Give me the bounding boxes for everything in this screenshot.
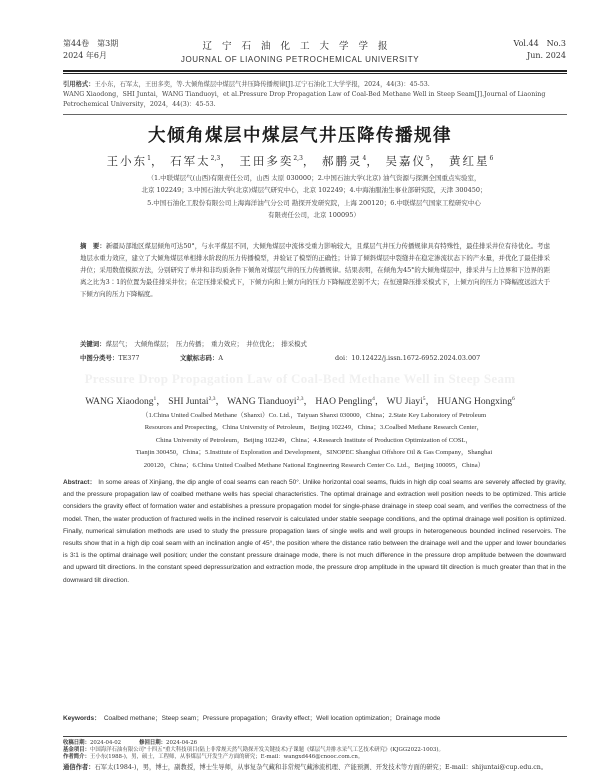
- keyword: Coalbed methane: [103, 715, 156, 722]
- issue-date: 2024 年6月: [63, 51, 107, 60]
- affiliation-line: 5.中国石油化工股份有限公司上海海洋油气分公司 勘探开发研究院，上海 200120；6.中联煤层气国家工程研究中心: [147, 198, 481, 207]
- author-cn: 吴嘉仪$^5$: [385, 154, 430, 168]
- received-label: 收稿日期：: [63, 740, 90, 746]
- doi-label: doi：: [335, 354, 352, 362]
- keyword: 排采模式: [281, 340, 307, 348]
- header-rule: [63, 70, 567, 72]
- author-bio-row: 作者简介：王小东(1988-)，男，硕士，工程师，从事煤层气开发生产方面的研究；E-mail：wangxd446@cnooc.com.cn。: [63, 754, 364, 760]
- author-en: WU Jiayi$^5$: [386, 395, 426, 407]
- citation-label: 引用格式：: [63, 81, 95, 88]
- author-cn: 黄红星$^6$: [449, 154, 494, 168]
- affiliation-line: 有限责任公司，北京 100095）: [268, 210, 360, 219]
- abstract-label-cn: 摘 要：: [80, 242, 106, 250]
- corresponding-note: 通信作者：石军太(1984-)，男，博士，副教授，博士生导师，从事复杂气藏和非常规气藏渗流机理、产能预测、开发技术等方面的研究；E-mail：shijuntai@cup.edu.cn。: [63, 764, 548, 771]
- affiliation-line: 200120，China；6.China United Coalbed Methane National Engineering Research Center Co. Ltd.，Beijing 100095，China）: [143, 461, 485, 469]
- abstract-cn: [80, 240, 550, 300]
- author-cn: 王小东$^1$: [106, 154, 151, 168]
- author-cn: 郝鹏灵$^4$: [322, 154, 367, 168]
- keywords-cn: 关键词：煤层气； 大倾角煤层； 压力传播； 重力效应； 井位优化； 排采模式: [80, 340, 307, 348]
- keyword: Steep seam: [161, 715, 197, 722]
- classification-row: [80, 352, 550, 364]
- authors-cn: 王小东$^1$， 石军太$^{2,3}$， 王田多奕$^{2,3}$， 郝鹏灵$^4$， 吴嘉仪$^5$， 黄红星$^6$: [106, 154, 494, 168]
- keyword: Well location optimization: [316, 715, 390, 722]
- citation-cn: 王小东，石军太，王田多奕，等.大倾角煤层中煤层气井压降传播规律[J].辽宁石油化工大学学报，2024，44(3)：45-53.: [94, 81, 430, 88]
- footnotes: [63, 740, 566, 761]
- fund-label: 基金项目：: [63, 747, 90, 753]
- doc-code-label: 文献标志码：: [180, 354, 219, 362]
- abstract-text-en: In some areas of Xinjiang, the dip angle of coal seams can reach 50°. Unlike horizontal coal seams, fluids in high dip coal seams are severely affected by gravity, and the pressure propagation law of coalbed methane wells has special characteristics. The optimal drainage and extraction well position needs to be optimized. This article considers the gravity effect of formation water and establishes a pressure propagation model for single-phase drainage in steep coal seam, and verifies the correctness of the model. Then, the water production of fractured wells in the inclined reservoir is calculated under stable seepage conditions, and the optimal drainage well position is optimized. Finally, numerical simulation methods are used to study the pressure propagation laws of single wells and well groups in heterogeneous bounded inclined reservoirs. The results show that in a high dip coal seam with an inclination angle of 45°, the position where the distance ratio between the drainage well and the upper and lower boundaries is 3∶1 is the optimal drainage well position; under the constant pressure drainage mode, there is not much difference in the pressure drop amplitude between the downward and upward tilt directions. In the constant speed depressurization and extraction mode, the pressure drop amplitude in the upward tilt direction is much greater than that in the downward tilt direction.: [63, 479, 566, 584]
- keyword: 煤层气: [105, 340, 125, 348]
- journal-header: [0, 0, 600, 70]
- author-en: HUANG Hongxing$^6$: [437, 395, 515, 407]
- volume-issue: 第44卷 第3期: [63, 39, 119, 48]
- keyword: Gravity effect: [271, 715, 310, 722]
- abstract-text-cn: 新疆局部地区煤层倾角可达50°，与水平煤层不同，大倾角煤层中流体受重力影响较大，且煤层气井压力传播规律具有特殊性，最佳排采井位有待优化。考虑地层水重力效应，建立了大倾角煤层单相排水阶段的压力传播模型，并验证了模型的正确性；计算了倾斜煤层中裂缝井在稳定渗流状态下的产水量，并优化了最佳排采井位；采用数值模拟方法，分别研究了单井和非均质条件下倾角对煤层气井的压力传播规律。结果表明，在倾角为45°的大倾角煤层中，排采井与上边界和下边界的距离之比为3∶1的位置为最佳排采井位；在定压排采模式下，下倾方向和上倾方向的压力下降幅度差别不大；在恒速降压排采模式下，上倾方向的压力下降幅度远远大于下倾方向的压力下降幅度。: [80, 242, 550, 299]
- author-en: WANG Tianduoyi$^{2,3}$: [227, 395, 304, 407]
- journal-name-en: JOURNAL OF LIAONING PETROCHEMICAL UNIVERSITY: [180, 55, 420, 64]
- affiliation-line: （1.China United Coalbed Methane（Shanxi）Co. Ltd.，Taiyuan Shanxi 030000，China；2.State Key Laboratory of Petroleum: [141, 412, 487, 419]
- header-rule-thin: [63, 73, 567, 74]
- keywords-en: Keywords： Coalbed methane；Steep seam；Pressure propagation；Gravity effect；Well location optimization；Drainage mode: [63, 715, 441, 722]
- keyword: Pressure propagation: [202, 715, 265, 722]
- author-bio-label: 作者简介：: [63, 754, 90, 760]
- affiliations-cn: [88, 172, 540, 221]
- clc-number: TE377: [118, 354, 140, 362]
- author-cn: 石军太$^{2,3}$: [170, 154, 221, 168]
- affiliation-line: China University of Petroleum，Beijing 102249，China；4.Research Institute of Production Optimization of COSL，: [155, 436, 473, 444]
- header-right: [514, 38, 566, 62]
- affiliation-line: Tianjin 300450，China；5.Institute of Exploration and Development，SINOPEC Shanghai Offshore Oil & Gas Company，Shanghai: [135, 449, 493, 457]
- keywords-label-cn: 关键词：: [80, 340, 106, 348]
- volume-issue-en: Vol.44 No.3: [513, 39, 566, 48]
- dates-row: [63, 740, 566, 747]
- author-en: WANG Xiaodong$^1$: [85, 395, 157, 407]
- paper-title-en: Pressure Drop Propagation Law of Coal-Bed Methane Well in Steep Seam: [84, 371, 516, 386]
- author-cn: 王田多奕$^{2,3}$: [239, 154, 303, 168]
- issue-date-en: Jun. 2024: [527, 51, 566, 60]
- abstract-label-en: Abstract：: [63, 479, 97, 486]
- doi: 10.12422/j.issn.1672-6952.2024.03.007: [351, 354, 481, 362]
- abstract-en: [63, 477, 566, 587]
- keyword: 重力效应: [211, 340, 237, 348]
- keyword: Drainage mode: [395, 715, 441, 722]
- footnote-rule: [63, 736, 567, 737]
- doc-code: A: [218, 354, 223, 362]
- clc-label: 中图分类号：: [80, 354, 119, 362]
- keywords-label-en: Keywords：: [63, 715, 98, 722]
- author-en: HAO Pengling$^4$: [315, 395, 375, 407]
- affiliation-line: Resources and Prospecting，China University of Petroleum，Beijing 102249，China；3.Coalbed Methane Research Center，: [144, 424, 484, 432]
- affiliation-line: （1.中联煤层气(山西)有限责任公司，山西 太原 030000；2.中国石油大学(北京) 油气资源与探测全国重点实验室，: [147, 174, 481, 182]
- revised-label: 修回日期：: [139, 740, 167, 746]
- citation-en: WANG Xiaodong，SHI Juntai，WANG Tianduoyi，et al.Pressure Drop Propagation Law of Coal-Bed Methane Well in Steep Seam[J].Journal of Liaoning Petrochemical University，2024，44(3)：45-53.: [63, 91, 546, 108]
- revised-date: 2024-04-26: [166, 740, 198, 746]
- paper-title-cn: 大倾角煤层中煤层气井压降传播规律: [148, 126, 452, 146]
- author-en: SHI Juntai$^{2,3}$: [168, 395, 216, 407]
- fund-row: 基金项目：中国海洋石油有限公司"十四五"重大科技项目(陆上非常规天然气勘探开发关键技术)子课题《煤层气井排水采气工艺技术研究》(KJGG2022-1003)。: [63, 747, 444, 753]
- citation-rule: [63, 114, 567, 115]
- journal-name-cn: 辽宁石油化工大学学报: [202, 41, 398, 52]
- affiliation-line: 北京 102249；3.中国石油大学(北京)煤层气研究中心，北京 102249；4.中海油服油生事业部研究院，天津 300450；: [141, 186, 487, 195]
- keyword: 压力传播: [175, 340, 202, 348]
- authors-en: WANG Xiaodong$^1$， SHI Juntai$^{2,3}$， WANG Tianduoyi$^{2,3}$， HAO Pengling$^4$， WU Jiayi$^5$， HUANG Hongxing$^6$: [85, 395, 515, 407]
- received-date: 2024-04-02: [89, 740, 122, 746]
- affiliations-en: [78, 410, 550, 472]
- keyword: 大倾角煤层: [134, 340, 167, 348]
- header-center: [0, 38, 600, 64]
- citation-format: [63, 80, 566, 110]
- keyword: 井位优化: [246, 340, 272, 348]
